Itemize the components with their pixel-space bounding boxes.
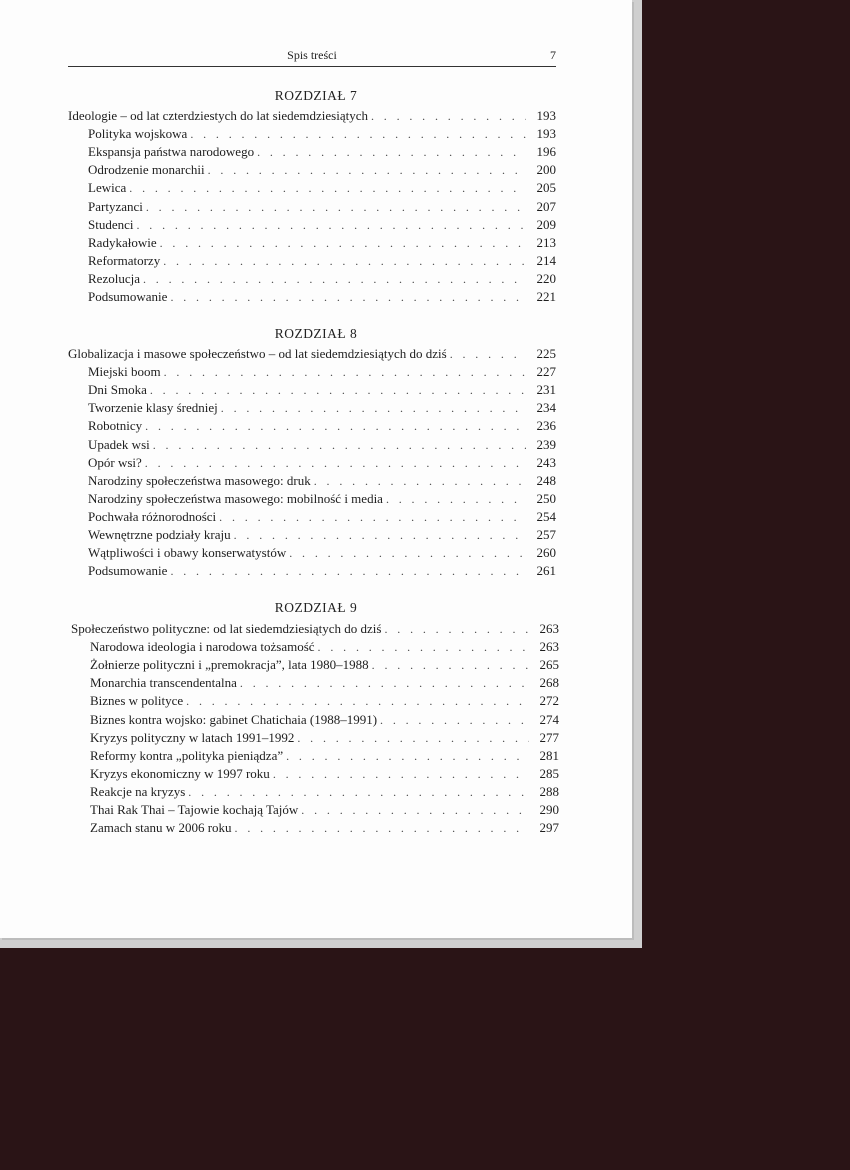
toc-subsection-entry <box>90 820 559 836</box>
toc-entry-page: 236 <box>536 418 556 434</box>
running-header-title: Spis treści <box>287 48 337 62</box>
toc-entry-page: 265 <box>539 657 559 673</box>
toc-entry-page: 261 <box>536 563 556 579</box>
toc-entry-page: 239 <box>536 436 556 452</box>
dot-leader <box>145 419 526 434</box>
toc-subsection-entry <box>90 693 559 709</box>
toc-subsection-entry <box>88 289 556 305</box>
toc-subsection-entry <box>88 509 556 525</box>
toc-entry-title: Kryzys ekonomiczny w 1997 roku <box>90 765 270 781</box>
toc-entry-page: 234 <box>536 400 556 416</box>
toc-entry-title: Reakcje na kryzys <box>90 783 186 799</box>
dot-leader <box>146 200 526 215</box>
toc-subsection-entry <box>88 527 556 543</box>
toc-entry-page: 260 <box>536 545 556 561</box>
toc-entry-title: Dni Smoka <box>88 382 147 398</box>
toc-section-entry <box>68 108 556 124</box>
dot-leader <box>208 163 526 178</box>
toc-entry-title: Partyzanci <box>88 198 143 214</box>
dot-leader <box>137 218 527 233</box>
toc-entry-title: Narodziny społeczeństwa masowego: druk <box>88 472 311 488</box>
running-header <box>68 46 556 67</box>
dot-leader <box>240 676 529 691</box>
dot-leader <box>150 383 526 398</box>
toc-subsection-entry <box>88 126 556 142</box>
dot-leader <box>297 731 529 746</box>
toc-subsection-entry <box>88 144 556 160</box>
toc-subsection-entry <box>90 712 559 728</box>
dot-leader <box>160 236 526 251</box>
dot-leader <box>318 640 529 655</box>
toc-entry-title: Polityka wojskowa <box>88 126 188 142</box>
toc-entry-page: 248 <box>536 472 556 488</box>
toc-entry-page: 207 <box>536 198 556 214</box>
page-number: 7 <box>550 48 556 62</box>
toc-subsection-entry <box>88 217 556 233</box>
toc-subsection-entry <box>90 766 559 782</box>
toc-entry-title: Kryzys polityczny w latach 1991–1992 <box>90 729 295 745</box>
toc-section-entry <box>71 621 559 637</box>
toc-entry-page: 263 <box>539 639 559 655</box>
toc-entry-page: 196 <box>536 144 556 160</box>
toc-entry-page: 288 <box>539 783 559 799</box>
dot-leader <box>286 749 529 764</box>
toc-entry-title: Miejski boom <box>88 364 161 380</box>
toc-entry-title: Podsumowanie <box>88 563 168 579</box>
toc-subsection-entry <box>88 491 556 507</box>
toc-subsection-entry <box>90 748 559 764</box>
toc-entry-title: Robotnicy <box>88 418 143 434</box>
toc-entry-title: Narodziny społeczeństwa masowego: mobilność i media <box>88 490 383 506</box>
dot-leader <box>153 438 526 453</box>
toc-entry-page: 272 <box>539 693 559 709</box>
toc-entry-page: 220 <box>536 270 556 286</box>
toc-entry-page: 263 <box>539 621 559 636</box>
toc-entry-title: Reformy kontra „polityka pieniądza” <box>90 747 284 763</box>
dot-leader <box>257 145 526 160</box>
toc-entry-title: Radykałowie <box>88 234 157 250</box>
dot-leader <box>235 821 529 836</box>
toc-entry-title: Lewica <box>88 180 127 196</box>
toc-subsection-entry <box>88 162 556 178</box>
dot-leader <box>301 803 529 818</box>
toc-subsection-entry <box>88 437 556 453</box>
toc-entry-page: 205 <box>536 180 556 196</box>
toc-subsection-entry <box>88 418 556 434</box>
toc-entry-page: 281 <box>539 747 559 763</box>
dot-leader <box>273 767 529 782</box>
toc-entry-page: 290 <box>539 802 559 817</box>
toc-subsection-entry <box>88 473 556 489</box>
toc-entry-page: 227 <box>536 364 556 380</box>
toc-entry-page: 213 <box>536 234 556 250</box>
toc-subsection-entry <box>88 235 556 251</box>
toc-entry-title: Opór wsi? <box>88 454 142 470</box>
toc-entry-page: 214 <box>536 252 556 268</box>
toc-subsection-entry <box>88 364 556 380</box>
toc-entry-title: Narodowa ideologia i narodowa tożsamość <box>90 639 315 655</box>
toc-entry-title: Biznes w polityce <box>90 693 184 709</box>
toc-subsection-entry <box>90 675 559 691</box>
toc-entry-page: 297 <box>539 820 559 836</box>
toc-entry-title: Ekspansja państwa narodowego <box>88 144 255 160</box>
toc-subsection-entry <box>90 730 559 746</box>
toc-subsection-entry <box>88 563 556 579</box>
toc-entry-title: Monarchia transcendentalna <box>90 675 237 691</box>
toc-subsection-entry <box>88 199 556 215</box>
toc-entry-title: Globalizacja i masowe społeczeństwo – od lat siedemdziesiątych do dziś <box>68 346 447 361</box>
toc-entry-title: Rezolucja <box>88 270 140 286</box>
toc-entry-title: Wątpliwości i obawy konserwatystów <box>88 545 287 561</box>
toc-subsection-entry <box>88 271 556 287</box>
toc-subsection-entry <box>90 802 559 818</box>
toc-entry-page: 254 <box>536 508 556 524</box>
dot-leader <box>289 546 526 561</box>
toc-entry-title: Ideologie – od lat czterdziestych do lat siedemdziesiątych <box>68 108 368 123</box>
toc-subsection-entry <box>90 657 559 673</box>
toc-entry-title: Zamach stanu w 2006 roku <box>90 820 232 836</box>
toc-entry-page: 243 <box>536 454 556 470</box>
chapter-heading: ROZDZIAŁ 8 <box>274 326 358 341</box>
toc-entry-title: Tworzenie klasy średniej <box>88 400 218 416</box>
toc-entry-title: Reformatorzy <box>88 252 161 268</box>
dot-leader <box>163 254 526 269</box>
toc-entry-page: 277 <box>539 729 559 745</box>
toc-entry-page: 274 <box>539 711 559 727</box>
toc-entry-title: Pochwała różnorodności <box>88 508 217 524</box>
toc-entry-page: 221 <box>536 289 556 304</box>
toc-entry-page: 268 <box>539 675 559 691</box>
dot-leader <box>386 492 526 507</box>
toc-subsection-entry <box>88 400 556 416</box>
toc-entry-page: 231 <box>536 382 556 398</box>
dot-leader <box>170 290 526 305</box>
toc-entry-page: 285 <box>539 765 559 781</box>
toc-entry-page: 193 <box>536 108 556 123</box>
toc-entry-page: 250 <box>536 490 556 506</box>
dot-leader <box>234 528 526 543</box>
toc-entry-title: Żołnierze polityczni i „premokracja”, lata 1980–1988 <box>90 657 369 673</box>
dot-leader <box>219 510 526 525</box>
toc-entry-page: 225 <box>536 346 556 361</box>
toc-subsection-entry <box>90 784 559 800</box>
chapter-heading: ROZDZIAŁ 9 <box>274 600 358 615</box>
toc-entry-page: 257 <box>536 527 556 542</box>
dot-leader <box>190 127 526 142</box>
toc-subsection-entry <box>90 639 559 655</box>
toc-subsection-entry <box>88 180 556 196</box>
toc-entry-title: Podsumowanie <box>88 289 168 304</box>
dot-leader <box>143 272 526 287</box>
chapter-heading: ROZDZIAŁ 7 <box>274 88 358 103</box>
toc-section-entry <box>68 346 556 362</box>
toc-entry-page: 193 <box>536 126 556 142</box>
dot-leader <box>372 658 529 673</box>
toc-entry-title: Upadek wsi <box>88 436 150 452</box>
dot-leader <box>380 713 529 728</box>
toc-entry-title: Odrodzenie monarchii <box>88 162 205 178</box>
dot-leader <box>170 564 526 579</box>
toc-subsection-entry <box>88 545 556 561</box>
dot-leader <box>129 181 526 196</box>
dot-leader <box>384 622 529 637</box>
dot-leader <box>371 109 526 124</box>
toc-entry-title: Studenci <box>88 216 134 232</box>
toc-entry-page: 209 <box>536 216 556 232</box>
toc-subsection-entry <box>88 253 556 269</box>
toc-entry-title: Biznes kontra wojsko: gabinet Chatichaia (1988–1991) <box>90 711 378 727</box>
dot-leader <box>221 401 526 416</box>
toc-entry-page: 200 <box>536 162 556 178</box>
toc-entry-title: Wewnętrzne podziały kraju <box>88 527 231 542</box>
dot-leader <box>186 694 529 709</box>
dot-leader <box>450 347 526 362</box>
toc-subsection-entry <box>88 382 556 398</box>
dot-leader <box>314 474 526 489</box>
dot-leader <box>188 785 529 800</box>
toc-subsection-entry <box>88 455 556 471</box>
toc-entry-title: Thai Rak Thai – Tajowie kochają Tajów <box>90 802 299 817</box>
toc-entry-title: Społeczeństwo polityczne: od lat siedemdziesiątych do dziś <box>71 621 382 636</box>
dot-leader <box>145 456 526 471</box>
dot-leader <box>164 365 526 380</box>
